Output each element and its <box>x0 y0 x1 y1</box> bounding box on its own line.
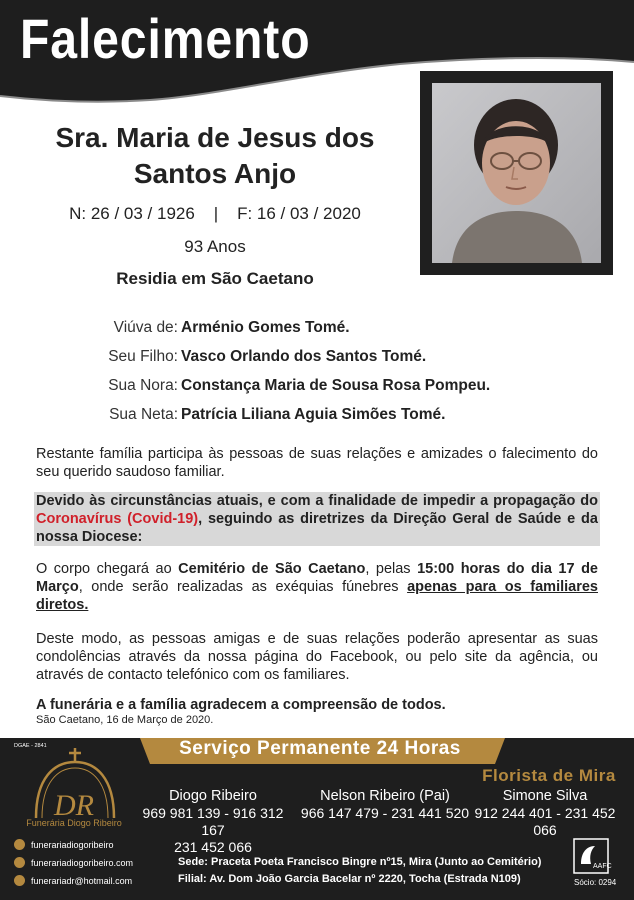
member-number: Sócio: 0294 <box>574 878 617 887</box>
logo-initials: DR <box>54 789 94 822</box>
burial-text: , pelas <box>365 561 418 577</box>
cemetery-name: Cemitério de São Caetano <box>178 561 366 577</box>
thanks-note: A funerária e a família agradecem a compreensão de todos. <box>36 697 446 713</box>
date-separator: | <box>213 204 219 223</box>
family-role: Viúva de: <box>113 318 178 336</box>
contact-phones: 912 244 401 - 231 452 066 <box>474 805 616 838</box>
burial-time: 15:00 horas do dia 17 de Março <box>36 561 598 595</box>
svg-text:AAFC: AAFC <box>593 863 612 870</box>
family-row <box>60 400 600 429</box>
website-url: funerariadiogoribeiro.com <box>31 857 134 868</box>
burial-details <box>36 560 598 614</box>
family-role: Sua Neta: <box>109 405 178 423</box>
email-icon <box>14 875 25 886</box>
email-address: funerariadr@hotmail.com <box>31 875 133 886</box>
contact-phones: 231 452 066 <box>174 839 252 855</box>
deceased-name <box>30 120 400 192</box>
portrait-photo <box>432 83 601 263</box>
page-title: Falecimento <box>20 7 311 70</box>
contact-name: Diogo Ribeiro <box>169 788 257 804</box>
deceased-name-line1: Sra. Maria de Jesus dos <box>55 122 375 153</box>
family-role: Sua Nora: <box>108 376 178 394</box>
life-dates <box>20 204 410 224</box>
address-sede: Sede: Praceta Poeta Francisco Bingre nº15, Mira (Junto ao Cemitério) <box>178 856 542 868</box>
email-link[interactable] <box>14 875 132 886</box>
contact-diogo <box>140 788 286 856</box>
family-member: Constança Maria de Sousa Rosa Pompeu. <box>181 376 491 394</box>
attendance-restriction: apenas para os familiares diretos. <box>36 579 598 613</box>
aafc-seal <box>573 838 612 874</box>
burial-text: , onde serão realizadas as exéquias fúnebres <box>78 579 408 595</box>
contact-name: Simone Silva <box>502 788 588 804</box>
contact-phones: 966 147 479 - 231 441 520 <box>300 805 470 821</box>
family-role: Seu Filho: <box>108 347 178 365</box>
address-filial: Filial: Av. Dom João Garcia Bacelar nº 2220, Tocha (Estrada N109) <box>178 873 521 885</box>
burial-text: O corpo chegará ao <box>36 561 179 577</box>
death-date: F: 16 / 03 / 2020 <box>237 204 361 223</box>
facebook-handle: funerariadiogoribeiro <box>31 839 114 850</box>
florist-name: Florista de Mira <box>482 766 616 785</box>
family-member: Vasco Orlando dos Santos Tomé. <box>181 347 427 365</box>
coronavirus-highlight: Coronavírus (Covid-19) <box>36 511 199 527</box>
contact-nelson <box>300 788 470 822</box>
notice-text: , seguindo as diretrizes da Direção Geral de Saúde e da nossa Diocese: <box>36 511 598 545</box>
facebook-icon <box>14 839 25 850</box>
logo-subtitle: Funerária Diogo Ribeiro <box>26 818 122 828</box>
condolences-info: Deste modo, as pessoas amigas e de suas relações poderão apresentar as suas condolências através da nossa página do Facebook, ou pelo site da agência, ou através de contacto telefónico com os familiares. <box>36 631 598 683</box>
globe-icon <box>14 857 25 868</box>
dateline: São Caetano, 16 de Março de 2020. <box>36 714 214 726</box>
dgae-code: DGAE - 2841 <box>14 743 47 749</box>
residence: Residia em São Caetano <box>116 269 314 288</box>
family-row <box>60 342 600 371</box>
family-announcement: Restante família participa às pessoas de suas relações e amizades o falecimento do seu querido saudoso familiar. <box>36 446 598 480</box>
age: 93 Anos <box>184 237 246 256</box>
deceased-name-line2: Santos Anjo <box>133 158 297 189</box>
website-link[interactable] <box>14 857 133 868</box>
contact-simone <box>470 788 620 839</box>
birth-date: N: 26 / 03 / 1926 <box>69 204 195 223</box>
family-list <box>60 313 600 429</box>
family-row <box>60 313 600 342</box>
contact-name: Nelson Ribeiro (Pai) <box>320 788 450 804</box>
family-member: Arménio Gomes Tomé. <box>181 318 350 336</box>
family-member: Patrícia Liliana Aguia Simões Tomé. <box>181 405 446 423</box>
family-row <box>60 371 600 400</box>
facebook-link[interactable] <box>14 839 114 850</box>
service-banner: Serviço Permanente 24 Horas <box>179 738 461 759</box>
photo-frame <box>420 71 613 275</box>
contact-phones: 969 981 139 - 916 312 167 <box>142 805 284 838</box>
notice-text: Devido às circunstâncias atuais, e com a finalidade de impedir a propagação do <box>36 493 598 509</box>
covid-notice <box>34 492 600 546</box>
